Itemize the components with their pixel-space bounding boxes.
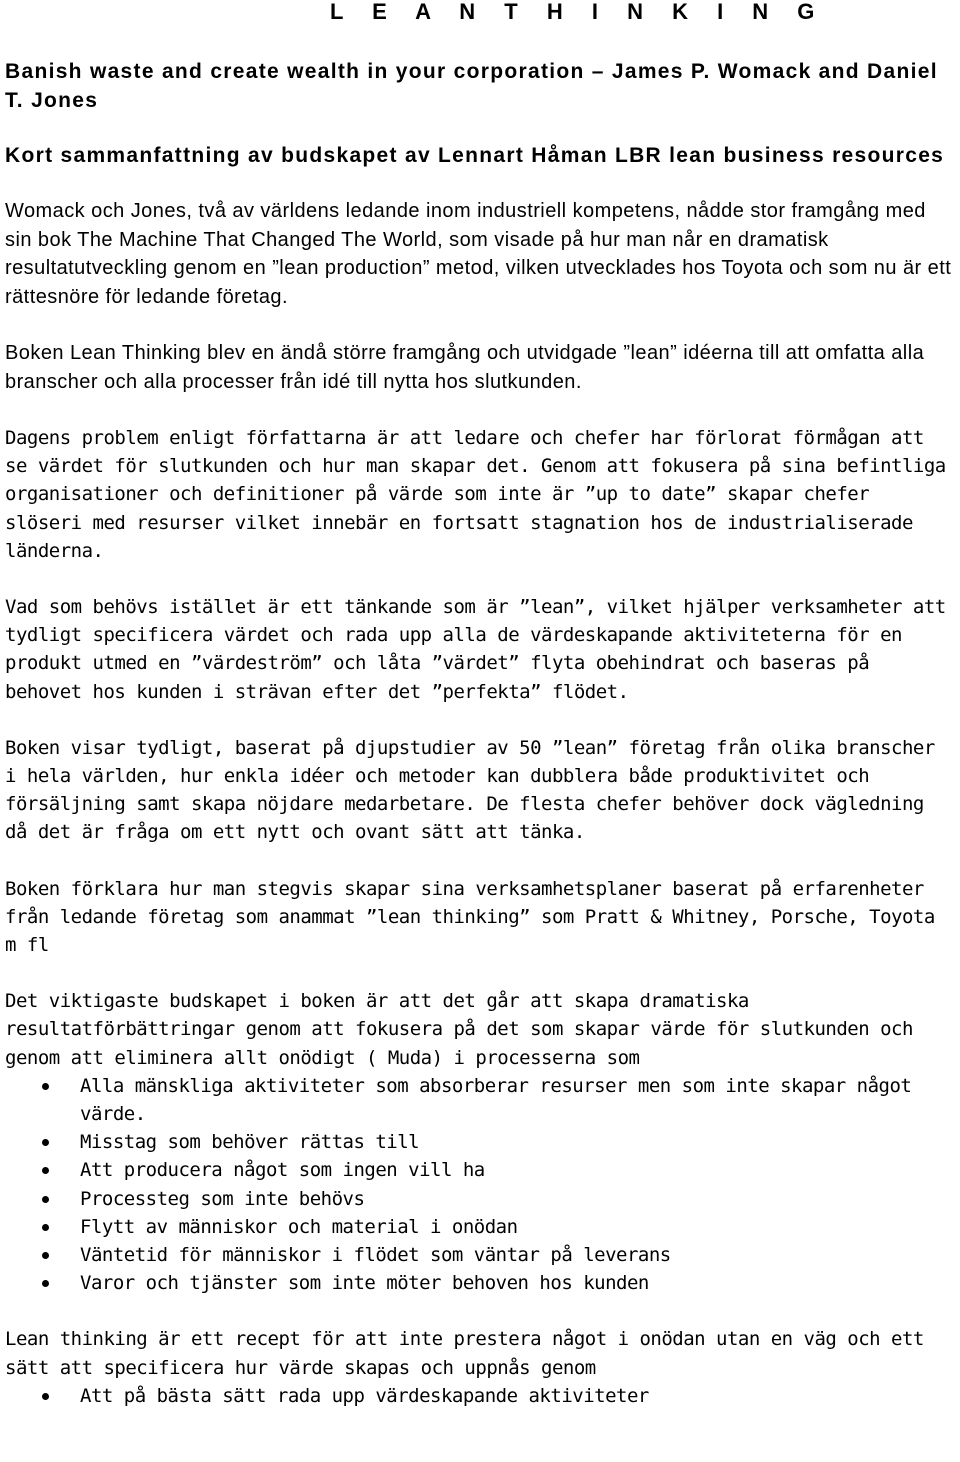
muda-list	[5, 1072, 955, 1298]
bullet-icon	[42, 1167, 49, 1174]
list-item: Misstag som behöver rättas till	[5, 1128, 955, 1156]
document-title: L E A N T H I N K I N G	[330, 0, 826, 24]
document-page	[5, 0, 955, 1410]
list-item: Väntetid för människor i flödet som väntar på leverans	[5, 1241, 955, 1269]
paragraph-problem: Dagens problem enligt författarna är att ledare och chefer har förlorat förmågan att se värdet för slutkunden och hur man skapar det. Genom att fokusera på sina befintliga organisationer och definitioner på värde som inte är ”up to date” skapar chefer slöseri med resurser vilket innebär en fortsatt stagnation hos de industrialiserade länderna.	[5, 427, 946, 562]
bullet-icon	[42, 1083, 49, 1090]
list-item: Flytt av människor och material i onödan	[5, 1213, 955, 1241]
list-item: Processteg som inte behövs	[5, 1185, 955, 1213]
bullet-icon	[42, 1196, 49, 1203]
paragraph-intro: Womack och Jones, två av världens ledande inom industriell kompetens, nådde stor framgång med sin bok The Machine That Changed The World, som visade på hur man når en dramatisk resultatutveckling genom en ”lean production” metod, vilken utvecklades hos Toyota och som nu är ett rättesnöre för ledande företag.	[5, 200, 952, 308]
bullet-icon	[42, 1252, 49, 1259]
paragraph-plans: Boken förklara hur man stegvis skapar sina verksamhetsplaner baserat på erfarenheter från ledande företag som anammat ”lean thinking” som Pratt & Whitney, Porsche, Toyota m fl	[5, 877, 935, 957]
paragraph-lean-thinking: Boken Lean Thinking blev en ändå större framgång och utvidgade ”lean” idéerna till att omfatta alla branscher och alla processer från idé till nytta hos slutkunden.	[5, 342, 925, 393]
method-list	[5, 1382, 955, 1410]
list-item: Att producera något som ingen vill ha	[5, 1156, 955, 1184]
bullet-icon	[42, 1393, 49, 1400]
paragraph-recipe: Lean thinking är ett recept för att inte prestera något i onödan utan en väg och ett sätt att specificera hur värde skapas och uppnås genom	[5, 1328, 924, 1379]
list-item: Varor och tjänster som inte möter behoven hos kunden	[5, 1269, 955, 1297]
bullet-icon	[42, 1280, 49, 1287]
bullet-icon	[42, 1224, 49, 1231]
list-item: Alla mänskliga aktiviteter som absorberar resurser men som inte skapar något värde.	[5, 1072, 955, 1128]
paragraph-what-is-needed: Vad som behövs istället är ett tänkande som är ”lean”, vilket hjälper verksamheter att tydligt specificera värdet och rada upp alla de värdeskapande aktiviteterna för en produkt utmed en ”värdeström” och låta ”värdet” flyta obehindrat och baseras på behovet hos kunden i strävan efter det ”perfekta” flödet.	[5, 596, 946, 703]
bullet-icon	[42, 1139, 49, 1146]
book-heading: Banish waste and create wealth in your corporation – James P. Womack and Daniel T. Jones	[5, 60, 938, 112]
paragraph-evidence: Boken visar tydligt, baserat på djupstudier av 50 ”lean” företag från olika branscher i hela världen, hur enkla idéer och metoder kan dubblera både produktivitet och försäljning samt skapa nöjdare medarbetare. De flesta chefer behöver dock vägledning då det är fråga om ett nytt och ovant sätt att tänka.	[5, 736, 935, 844]
list-item: Att på bästa sätt rada upp värdeskapande aktiviteter	[5, 1382, 955, 1410]
paragraph-main-message: Det viktigaste budskapet i boken är att det går att skapa dramatiska resultatförbättringar genom att fokusera på det som skapar värde för slutkunden och genom att eliminera allt onödigt ( Muda) i processerna som	[5, 990, 913, 1069]
summary-heading: Kort sammanfattning av budskapet av Lennart Håman LBR lean business resources	[5, 144, 945, 167]
